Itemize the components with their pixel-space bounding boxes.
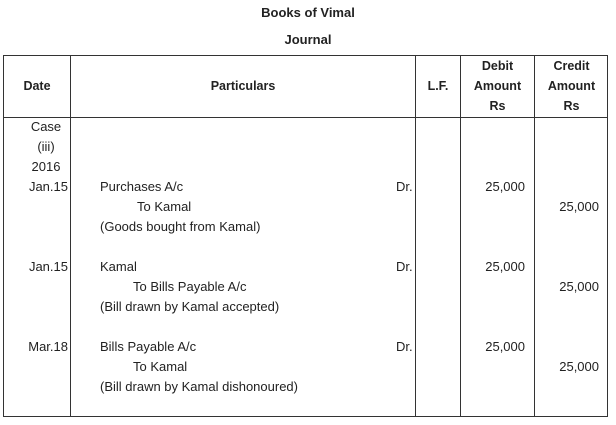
journal-title: Journal	[284, 32, 332, 47]
entry-debit-account: Bills Payable A/c	[100, 339, 197, 354]
header-credit	[535, 56, 608, 116]
header-credit-line2: Amount	[547, 79, 596, 93]
divider-date	[70, 55, 71, 417]
header-date: Date	[23, 79, 51, 93]
entry-credit-account: To Bills Payable A/c	[133, 279, 247, 294]
header-debit-line1: Debit	[481, 59, 514, 73]
entry-debit-account: Kamal	[100, 259, 137, 274]
entry-dr: Dr.	[396, 339, 413, 354]
header-particulars: Particulars	[210, 79, 276, 93]
header-lf: L.F.	[427, 79, 449, 93]
header-credit-line1: Credit	[553, 59, 590, 73]
entry-credit-amount: 25,000	[559, 279, 599, 294]
entry-narration: (Goods bought from Kamal)	[100, 219, 261, 234]
case-label	[20, 117, 72, 177]
case-label-line2: (iii)	[37, 139, 55, 154]
book-title: Books of Vimal	[261, 5, 355, 20]
header-debit	[461, 56, 534, 116]
entry-debit-amount: 25,000	[485, 179, 525, 194]
entry-narration: (Bill drawn by Kamal accepted)	[100, 299, 280, 314]
header-divider	[3, 117, 608, 118]
entry-credit-account: To Kamal	[133, 359, 188, 374]
entry-debit-amount: 25,000	[485, 339, 525, 354]
entry-dr: Dr.	[396, 179, 413, 194]
header-credit-line3: Rs	[563, 99, 580, 113]
case-year: 2016	[31, 159, 61, 174]
entry-credit-amount: 25,000	[559, 359, 599, 374]
entry-credit-amount: 25,000	[559, 199, 599, 214]
case-label-line1: Case	[30, 119, 62, 134]
entry-debit-account: Purchases A/c	[100, 179, 184, 194]
entry-date: Jan.15	[28, 259, 68, 274]
entry-credit-account: To Kamal	[137, 199, 192, 214]
entry-narration: (Bill drawn by Kamal dishonoured)	[100, 379, 298, 394]
divider-particulars	[415, 55, 416, 417]
header-debit-line2: Amount	[473, 79, 522, 93]
header-debit-line3: Rs	[489, 99, 506, 113]
entry-date: Jan.15	[28, 179, 68, 194]
entry-dr: Dr.	[396, 259, 413, 274]
entry-date: Mar.18	[28, 339, 68, 354]
entry-debit-amount: 25,000	[485, 259, 525, 274]
